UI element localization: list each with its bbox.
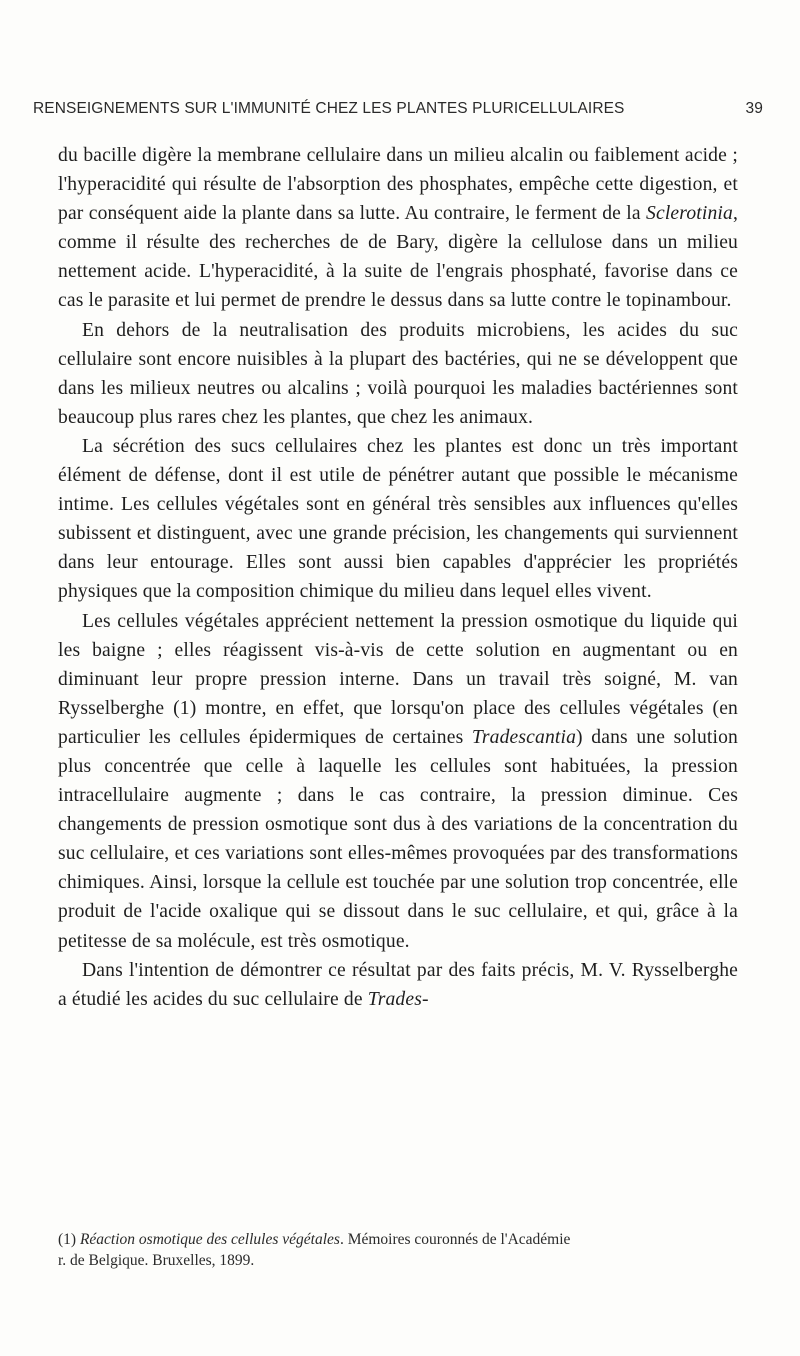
text-run: La sécrétion des sucs cellulaires chez les plantes est donc un très important élément de défense, dont il est utile de pénétrer autant que possible le mécanisme intime. Les cellules végétales sont en général très sensibles aux influences qu'elles subissent et distinguent, avec une grande précision, les changements qui surviennent dans leur entourage. Elles sont aussi bien capables d'apprécier les propriétés physiques que la composition chimique du milieu dans lequel elles vivent.: [58, 435, 738, 603]
footnote-cited-title: Réaction osmotique des cellules végétales: [79, 1231, 340, 1248]
footnote: [58, 1229, 738, 1271]
footnote-citation: . Mémoires couronnés de l'Académie: [339, 1231, 571, 1248]
text-run: Les cellules végétales apprécient nettement la pression osmotique du liquide qui les baigne ; elles réagissent vis-à-vis de cette solution en augmentant ou en diminuant leur propre pression interne. Dans un travail très soigné, M. van Rysselberghe (1) montre, en effet, que lorsqu'on place des cellules végétales (en particulier les cellules épidermiques de certaines: [58, 610, 738, 748]
italic-term: Tradescantia: [471, 726, 577, 748]
text-run: Dans l'intention de démontrer ce résultat par des faits précis, M. V. Rysselberghe a étudié les acides du suc cellulaire de: [58, 959, 738, 1010]
paragraph: [58, 432, 738, 607]
running-header: [33, 100, 763, 126]
italic-term: Sclerotinia: [646, 203, 733, 225]
paragraph: [58, 141, 738, 316]
text-run: du bacille digère la membrane cellulaire dans un milieu alcalin ou faiblement acide ; l'hyperacidité qui résulte de l'absorption des phosphates, empêche cette digestion, et par conséquent aide la plante dans sa lutte. Au contraire, le ferment de la: [58, 145, 738, 225]
paragraph: [58, 956, 738, 1014]
main-text: [58, 141, 738, 1014]
footnote-citation-cont: r. de Belgique. Bruxelles, 1899.: [58, 1252, 255, 1269]
text-run: , comme il résulte des recherches de de Bary, digère la cellulose dans un milieu nettement acide. L'hyperacidité, à la suite de l'engrais phosphaté, favorise dans ce cas le parasite et lui permet de prendre le dessus dans sa lutte contre le topinambour.: [58, 203, 738, 312]
paragraph: [58, 607, 738, 956]
page-number: 39: [745, 100, 763, 117]
footnote-marker: (1): [58, 1231, 77, 1248]
paragraph: [58, 316, 738, 432]
running-title: RENSEIGNEMENTS SUR L'IMMUNITÉ CHEZ LES PLANTES PLURICELLULAIRES: [33, 100, 625, 117]
italic-term: Trades-: [367, 988, 429, 1010]
text-run: ) dans une solution plus concentrée que celle à laquelle les cellules sont habituées, la pression intracellulaire augmente ; dans le cas contraire, la pression diminue. Ces changements de pression osmotique sont dus à des variations de la concentration du suc cellulaire, et ces variations sont elles-mêmes provoquées par des transformations chimiques. Ainsi, lorsque la cellule est touchée par une solution trop concentrée, elle produit de l'acide oxalique qui se dissout dans le suc cellulaire, et qui, grâce à la petitesse de sa molécule, est très osmotique.: [58, 726, 739, 952]
text-run: En dehors de la neutralisation des produits microbiens, les acides du suc cellulaire sont encore nuisibles à la plupart des bactéries, qui ne se développent que dans les milieux neutres ou alcalins ; voilà pourquoi les maladies bactériennes sont beaucoup plus rares chez les plantes, que chez les animaux.: [58, 319, 738, 428]
